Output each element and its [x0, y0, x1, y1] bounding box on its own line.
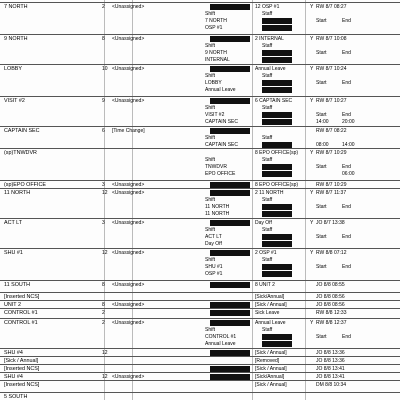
row-divider — [0, 372, 400, 373]
detail-cell: 14:00 — [342, 142, 355, 148]
change-description: Sick Leave — [255, 310, 280, 316]
redaction-block — [262, 18, 292, 24]
detail-cell: OSP #1 — [205, 25, 223, 31]
timestamp: RW 8/7 11:37 — [316, 190, 347, 196]
post-name: [Inserted NCS] — [4, 294, 40, 300]
detail-cell: End — [342, 80, 351, 86]
detail-cell: OSP #1 — [205, 271, 223, 277]
post-name: [Inserted NCS] — [4, 382, 40, 388]
row-divider — [0, 96, 400, 97]
row-divider — [0, 64, 400, 65]
change-description: Annual Leave — [255, 320, 286, 326]
change-description: 2 OSP #1 — [255, 250, 277, 256]
approval-flag: Y — [310, 98, 314, 104]
redaction-block — [262, 50, 292, 56]
change-description: 2 INTERNAL — [255, 36, 284, 42]
detail-cell: 20:00 — [342, 119, 355, 125]
detail-cell: CAPTAIN SEC — [205, 119, 238, 125]
row-divider — [0, 292, 400, 293]
post-number: 12 — [102, 374, 108, 380]
detail-cell: End — [342, 234, 351, 240]
detail-cell: End — [342, 334, 351, 340]
change-description: [Sick / Annual] — [255, 366, 287, 372]
detail-cell: SHU #1 — [205, 264, 223, 270]
redaction-block — [262, 341, 292, 347]
table-row — [0, 180, 400, 188]
detail-cell: Start — [316, 204, 327, 210]
row-divider — [0, 356, 400, 357]
post-name: CONTROL #1 — [4, 320, 38, 326]
approval-flag: Y — [310, 320, 314, 326]
post-name: CAPTAIN SEC — [4, 128, 40, 134]
assignment-status: <Unassigned> — [112, 374, 145, 380]
detail-cell: Annual Leave — [205, 87, 236, 93]
detail-cell: 08:00 — [316, 142, 329, 148]
post-number: 12 — [102, 250, 108, 256]
redaction-block — [262, 271, 292, 277]
timestamp: JO 8/8 13:36 — [316, 358, 345, 364]
detail-cell: CONTROL #1 — [205, 334, 237, 340]
change-description: Day Off — [255, 220, 272, 226]
redaction-block — [210, 66, 250, 72]
detail-cell: Shift — [205, 43, 216, 49]
change-description: [Sick / Annual] — [255, 382, 287, 388]
detail-cell: Staff — [262, 257, 273, 263]
timestamp: RW 8/7 10:08 — [316, 36, 347, 42]
redaction-block — [210, 220, 250, 226]
redaction-block — [210, 128, 250, 134]
row-divider — [0, 380, 400, 381]
timestamp: JO 8/8 13:41 — [316, 374, 345, 380]
approval-flag: Y — [310, 4, 314, 10]
detail-cell: Start — [316, 112, 327, 118]
detail-cell: Shift — [205, 157, 216, 163]
detail-cell: 06:00 — [342, 171, 355, 177]
detail-cell: 9 NORTH — [205, 50, 227, 56]
table-row — [0, 248, 400, 280]
detail-cell: Start — [316, 18, 327, 24]
timestamp: DM 8/8 10:34 — [316, 382, 347, 388]
redaction-block — [262, 119, 292, 125]
change-description: 2 11 NORTH — [255, 190, 284, 196]
change-description: 6 CAPTAIN SEC — [255, 98, 293, 104]
detail-cell: Day Off — [205, 241, 222, 247]
detail-cell: Shift — [205, 135, 216, 141]
redaction-block — [210, 320, 250, 326]
post-number: 8 — [102, 282, 105, 288]
redaction-block — [210, 98, 250, 104]
post-number: 12 — [102, 350, 108, 356]
assignment-status: <Unassigned> — [112, 36, 145, 42]
detail-cell: Start — [316, 80, 327, 86]
detail-cell: End — [342, 264, 351, 270]
detail-cell: End — [342, 164, 351, 170]
table-row — [0, 300, 400, 308]
detail-cell: Shift — [205, 11, 216, 17]
post-name: ACT LT — [4, 220, 23, 226]
detail-cell: Staff — [262, 43, 273, 49]
redaction-block — [262, 87, 292, 93]
redaction-block — [262, 57, 292, 63]
post-name: (sp)EPO OFFICE — [4, 182, 46, 188]
detail-cell: 11 NORTH — [205, 204, 230, 210]
detail-cell: Staff — [262, 105, 273, 111]
redaction-block — [210, 190, 250, 196]
detail-cell: End — [342, 112, 351, 118]
assignment-status: <Unassigned> — [112, 190, 145, 196]
assignment-status: <Unassigned> — [112, 4, 145, 10]
detail-cell: VISIT #2 — [205, 112, 225, 118]
redaction-block — [262, 334, 292, 340]
row-divider — [0, 392, 400, 393]
post-name: [Sick / Annual] — [4, 358, 39, 364]
redaction-block — [262, 234, 292, 240]
timestamp: JO 8/8 13:36 — [316, 350, 345, 356]
post-name: 5 SOUTH — [4, 394, 28, 400]
change-description: 8 EPO OFFICE(sp) — [255, 182, 299, 188]
row-divider — [0, 126, 400, 127]
approval-flag: Y — [310, 150, 314, 156]
detail-cell: ACT LT — [205, 234, 222, 240]
assignment-status: [Time Change] — [112, 128, 145, 134]
table-row — [0, 148, 400, 180]
change-description: [Removed] — [255, 358, 280, 364]
redaction-block — [210, 4, 250, 10]
detail-cell: 14:00 — [316, 119, 329, 125]
post-name: 11 NORTH — [4, 190, 31, 196]
table-row — [0, 96, 400, 126]
redaction-block — [210, 36, 250, 42]
post-number: 10 — [102, 66, 108, 72]
redaction-block — [262, 80, 292, 86]
detail-cell: Staff — [262, 227, 273, 233]
redaction-block — [210, 250, 250, 256]
detail-cell: Shift — [205, 227, 216, 233]
timestamp: RW 8/7 08:22 — [316, 128, 347, 134]
detail-cell: INTERNAL — [205, 57, 230, 63]
change-description: 8 EPO OFFICE(sp) — [255, 150, 299, 156]
redaction-block — [262, 25, 292, 31]
table-row — [0, 392, 400, 400]
table-row — [0, 126, 400, 148]
assignment-status: <Unassigned> — [112, 220, 145, 226]
post-name: SHU #4 — [4, 374, 23, 380]
timestamp: RW 8/8 07:12 — [316, 250, 347, 256]
change-description: [Sick/Annual] — [255, 374, 285, 380]
approval-flag: Y — [310, 250, 314, 256]
row-divider — [0, 180, 400, 181]
table-row — [0, 2, 400, 34]
table-row — [0, 218, 400, 248]
detail-cell: Shift — [205, 257, 216, 263]
detail-cell: Staff — [262, 11, 273, 17]
timestamp: JO 8/8 08:56 — [316, 294, 345, 300]
detail-cell: 7 NORTH — [205, 18, 227, 24]
table-row — [0, 280, 400, 292]
detail-cell: Shift — [205, 197, 216, 203]
detail-cell: Start — [316, 234, 327, 240]
assignment-status: <Unassigned> — [112, 66, 145, 72]
assignment-status: <Unassigned> — [112, 98, 145, 104]
timestamp: RW 8/7 10:24 — [316, 66, 347, 72]
detail-cell: Staff — [262, 135, 273, 141]
change-description: 12 OSP #1 — [255, 4, 280, 10]
approval-flag: Y — [310, 66, 314, 72]
timestamp: JO 8/8 08:56 — [316, 302, 345, 308]
post-number: 2 — [102, 320, 105, 326]
post-number: 8 — [102, 302, 105, 308]
timestamp: RW 8/8 12:37 — [316, 320, 347, 326]
detail-cell: Start — [316, 164, 327, 170]
redaction-block — [210, 282, 250, 288]
post-number: 6 — [102, 128, 105, 134]
post-name: UNIT 2 — [4, 302, 21, 308]
table-row — [0, 308, 400, 318]
post-number: 3 — [102, 220, 105, 226]
post-name: CONTROL #1 — [4, 310, 38, 316]
detail-cell: Start — [316, 264, 327, 270]
post-number: 8 — [102, 36, 105, 42]
post-name: 7 NORTH — [4, 4, 28, 10]
detail-cell: Staff — [262, 73, 273, 79]
row-divider — [0, 188, 400, 189]
row-divider — [0, 308, 400, 309]
change-description: [Sick / Annual] — [255, 302, 287, 308]
row-divider — [0, 280, 400, 281]
row-divider — [0, 2, 400, 3]
approval-flag: Y — [310, 220, 314, 226]
timestamp: RW 8/7 08:27 — [316, 4, 347, 10]
post-number: 9 — [102, 98, 105, 104]
redaction-block — [262, 264, 292, 270]
table-row — [0, 188, 400, 218]
row-divider — [0, 348, 400, 349]
detail-cell: Shift — [205, 327, 216, 333]
table-row — [0, 348, 400, 356]
assignment-status: <Unassigned> — [112, 250, 145, 256]
change-description: 8 UNIT 2 — [255, 282, 275, 288]
timestamp: JO 8/7 13:38 — [316, 220, 345, 226]
change-description: [Sick / Annual] — [255, 350, 287, 356]
table-row — [0, 34, 400, 64]
detail-cell: CAPTAIN SEC — [205, 142, 238, 148]
detail-cell: Staff — [262, 327, 273, 333]
row-divider — [0, 148, 400, 149]
timestamp: RW 8/8 12:33 — [316, 310, 347, 316]
post-name: SHU #4 — [4, 350, 23, 356]
approval-flag: Y — [310, 190, 314, 196]
redaction-block — [262, 204, 292, 210]
assignment-status: <Unassigned> — [112, 282, 145, 288]
redaction-block — [262, 171, 292, 177]
detail-cell: Shift — [205, 73, 216, 79]
row-divider — [0, 218, 400, 219]
post-name: (sp)TNWDVR — [4, 150, 37, 156]
timestamp: JO 8/8 13:41 — [316, 366, 345, 372]
post-number: 2 — [102, 310, 105, 316]
redaction-block — [210, 310, 250, 316]
change-description: [Sick/Annual] — [255, 294, 285, 300]
table-row — [0, 318, 400, 348]
row-divider — [0, 300, 400, 301]
post-number: 3 — [102, 182, 105, 188]
detail-cell: Shift — [205, 105, 216, 111]
assignment-status: <Unassigned> — [112, 320, 145, 326]
approval-flag: Y — [310, 36, 314, 42]
row-divider — [0, 248, 400, 249]
post-name: SHU #1 — [4, 250, 23, 256]
redaction-block — [262, 112, 292, 118]
post-name: [Inserted NCS] — [4, 366, 40, 372]
detail-cell: Annual Leave — [205, 341, 236, 347]
table-row — [0, 380, 400, 392]
post-name: 11 SOUTH — [4, 282, 30, 288]
row-divider — [0, 318, 400, 319]
assignment-status: <Unassigned> — [112, 182, 145, 188]
detail-cell: End — [342, 204, 351, 210]
detail-cell: Staff — [262, 157, 273, 163]
table-row — [0, 64, 400, 96]
table-row — [0, 356, 400, 364]
row-divider — [0, 34, 400, 35]
redaction-block — [262, 164, 292, 170]
detail-cell: TNWDVR — [205, 164, 227, 170]
detail-cell: Start — [316, 334, 327, 340]
detail-cell: LOBBY — [205, 80, 222, 86]
table-row — [0, 292, 400, 300]
post-name: LOBBY — [4, 66, 22, 72]
redaction-block — [262, 241, 292, 247]
change-description: Annual Leave — [255, 66, 286, 72]
detail-cell: EPO OFFICE — [205, 171, 236, 177]
redaction-block — [262, 211, 292, 217]
detail-cell: Staff — [262, 197, 273, 203]
timestamp: RW 8/7 10:29 — [316, 182, 347, 188]
detail-cell: 11 NORTH — [205, 211, 230, 217]
post-number: 12 — [102, 190, 108, 196]
detail-cell: Start — [316, 50, 327, 56]
post-name: 9 NORTH — [4, 36, 28, 42]
table-row — [0, 372, 400, 380]
detail-cell: End — [342, 18, 351, 24]
table-row — [0, 364, 400, 372]
detail-cell: End — [342, 50, 351, 56]
timestamp: RW 8/7 10:27 — [316, 98, 347, 104]
timestamp: RW 8/7 10:29 — [316, 150, 347, 156]
row-divider — [0, 364, 400, 365]
post-number: 2 — [102, 4, 105, 10]
timestamp: JO 8/8 08:55 — [316, 282, 345, 288]
assignment-status: <Unassigned> — [112, 302, 145, 308]
post-name: VISIT #2 — [4, 98, 25, 104]
